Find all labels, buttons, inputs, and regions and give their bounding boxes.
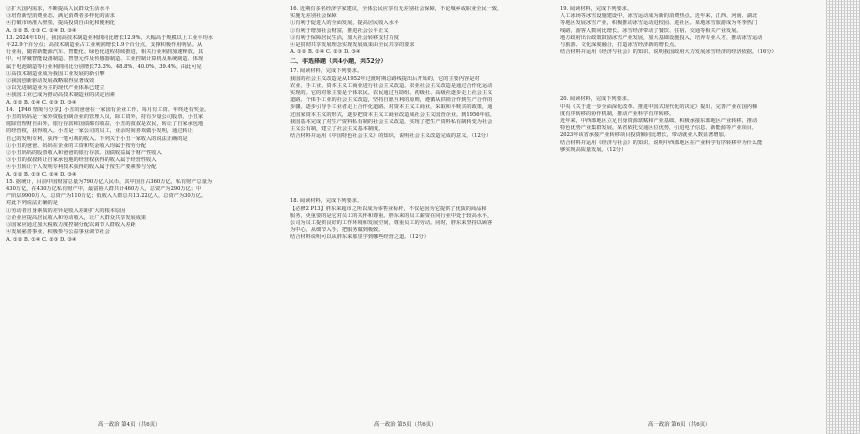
text-line: 线路，游客人数同比增长。冰雪经济带动了餐饮、住宿、交通等相关产业发展。 — [560, 27, 742, 34]
text-line: 行业看，随着新能源汽车、智能化、绿色化进程持续推进，相关行业利润加速释放。其 — [6, 49, 204, 56]
text-line: 小丑的妈妈是一家外资股份制企业的管理人员，除工资外，持有少量公司股票。小丑家 — [6, 114, 204, 121]
text-line: ①小丑的爸爸、妈妈在企业的工资和奖金收入均属于按劳分配 — [6, 142, 147, 149]
text-line: 人工冰场等冰雪设施建设中，冰雪运动成为新的消费热点。近年来，江西、河南、湖北 — [560, 13, 758, 20]
text-line: ①有利于促进人的全面发展，提高居民收入水平 — [290, 20, 399, 27]
text-line: 【必修2 P13】胖东来超市之所以成为零售业标杆，不仅是因为它提供了优质的商品和 — [290, 205, 487, 212]
text-line: ②我国创新驱动发展战略取得显著成效 — [6, 78, 95, 85]
text-line: ①高技术制造业成为我国工业发展的新引擎 — [6, 70, 105, 77]
text-line: A. ①② B. ①③ C. ②④ D. ③④ — [6, 171, 77, 178]
text-line: 结合材料并运用《经济与社会》的知识，说明中西部地区在产业科学有序转移中为什么能 — [560, 139, 763, 146]
text-line: 二、非选择题（共4小题，共52分） — [290, 58, 387, 66]
text-line: 庭除管理财自由外，银行存款和国债都有收益，小丑的叔叔是农民，转让了自家承包地 — [6, 121, 204, 128]
text-line: 服务，更重要的是它对员工的关怀和尊重。胖东来的员工薪资在同行业中处于较高水平， — [290, 212, 493, 219]
text-line: ③培育新型消费业态，满足消费者多样化的需求 — [6, 13, 115, 20]
text-line: ②有利于增加社会财富，推进社会公平正义 — [290, 27, 389, 34]
text-line: 我国的社会主义改造是从1952年过渡时期总路线提出后开始的，它的主要内容是对 — [290, 75, 480, 82]
text-line: 结合材料说明可以从胖东来那里学到哪些经营之道。（12分） — [290, 234, 429, 241]
text-line: ③以先进制造业为主的现代产业体系已建立 — [6, 85, 105, 92]
text-line: 对此下列说法正确的是 — [6, 200, 58, 207]
text-line: 自己的发明专利，获得一笔可观的收入。下列关于小丑一家收入的说法正确的是 — [6, 135, 188, 142]
text-line: A. ①② B. ①④ C. ②③ D. ③④ — [6, 236, 77, 243]
text-line: A. ①② B. ①④ C. ②③ D. ③④ — [290, 49, 361, 56]
text-line: 够实现高质量发展。（12分） — [560, 146, 627, 153]
text-line: 20. 阅读材料，完成下列要求。 — [560, 96, 633, 103]
footer-page-6: 高一政治 第6页（共6页） — [648, 422, 711, 428]
text-line: 与旅游、文化深度融合，打造冰雪经济新的增长点。 — [560, 42, 680, 49]
text-line: ④是贯彻共享发展理念实现发展成果由全民共享的要求 — [290, 42, 415, 49]
text-line: A. ①② B. ①③ C. ②④ D. ③④ — [6, 27, 77, 34]
text-line: 中央《关于进一步全面深化改革、推进中国式现代化的决定》提出，完善产业在国内梯 — [560, 103, 758, 110]
footer-page-5: 高一政治 第5页（共6页） — [374, 422, 437, 428]
text-line: ②企业应提高居民收入和劳动收入，让广大群众共享发展成果 — [6, 214, 147, 221]
text-line: 过国家资本主义的形式，逐步把资本主义工商业改造成社会主义国营企业。到1956年底， — [290, 111, 496, 118]
text-line: 14. 【P46 情境与分享】小丑的爸爸在一家国有企业工作，每月有工资、年终还有奖金。 — [6, 106, 210, 113]
text-line: 结合材料并运用《中国特色社会主义》的知识，说明社会主义改造完成的意义。（12分） — [290, 133, 492, 140]
page-4 — [6, 6, 268, 420]
text-line: ④小丑转让个人发明专利技术获得的收入属于按生产要素参与分配 — [6, 164, 157, 171]
text-line: 为中心，从细节入手，把服务做到极致。 — [290, 227, 384, 234]
text-line: 度有序转移的协作机制，推动产业科学有序转移。 — [560, 110, 675, 117]
text-line: 等地区发展冰雪产业，积极推动冰雪运动进校园、进社区。某地冰雪旅游成为冬季热门 — [560, 20, 758, 27]
text-line: 结合材料并运用《经济与社会》的知识，说明我国政府大力发展冰雪经济的经济依据。（16分） — [560, 49, 777, 56]
text-line: 2023年该省承接产业转移项目投资额同比增长，带动就业人数显著增加。 — [560, 132, 729, 139]
text-line: ③国家应通过加大税收力度控制分配以调节人群收入差距 — [6, 222, 136, 229]
text-line: 15. 据统计，目前中国财富总量为790万亿人民币，其中国自占360万亿，私有财产总量为 — [6, 178, 213, 185]
text-line: 实施无差别社会保障 — [290, 13, 337, 20]
text-line: 地方政府出台政策鼓励冰雪产业发展，加大基础设施投入，培养专业人才，推动冰雪运动 — [560, 34, 763, 41]
text-line: 的经营权，获得收入。小丑是一家公司的员工，业余时间喜欢做小发明，通过转让 — [6, 128, 193, 135]
text-line: A. ①② B. ①④ C. ②③ D. ③④ — [6, 99, 77, 106]
text-line: ②小丑妈妈的股票收入和爸爸的银行存款、国债收益属于财产性收入 — [6, 150, 162, 157]
text-line: 17. 阅读材料，完成下列要求。 — [290, 68, 363, 75]
text-line: ③小丑的叔叔转让自家承包地的经营权获得的收入属于经营性收入 — [6, 157, 157, 164]
text-line: 13. 2024年10月，我国高技术制造业利润同比增长12.9%，大幅高于规模以上工业平均水 — [6, 34, 213, 41]
binding-edge-pattern — [826, 0, 860, 434]
text-line: 农业、手工业、资本主义工商业进行社会主义改造。农业社会主义改造是通过合作化运动 — [290, 82, 493, 89]
text-line: ③有利于保障居民生活，加大社会转移支付力度 — [290, 34, 399, 41]
text-line: ④打破市场准入壁垒，提高投资自由化和便利化 — [6, 20, 115, 27]
text-line: 属于电池制造等行业利润同比分别增长73.3%、48.8%、40.0%、39.4%。由此可见 — [6, 63, 202, 70]
text-line: ④发展慈善事业，积极参与公益事业调节社会 — [6, 229, 110, 236]
text-line: 道路。个体手工业的社会主义改造，坚持自愿互利的原则，遵循从供销合作到生产合作的 — [290, 97, 493, 104]
text-line: 产阶层9900万人，总资产为110万亿；低收入人群总共13.22亿人，总资产为30万亿。 — [6, 193, 207, 200]
text-line: 近年来，中西部地区立足自身资源禀赋和产业基础，积极承接东部地区产业转移，推动 — [560, 118, 758, 125]
text-line: ④我国工业已成为推动高技术制造业的决定因素 — [6, 92, 115, 99]
text-line: 公司为员工提供良好的工作环境和发展空间，尊重员工的劳动。同时，胖东来坚持以顾客 — [290, 220, 493, 227]
text-line: ②扩大国内需求，不断提高人民群众生活水平 — [6, 6, 110, 12]
text-line: 平22.9个百分点；高技术制造业占工业利润增长1.9个百分点，支撑积极作用明显。从 — [6, 42, 203, 49]
text-line: 主义公有制，建立了社会主义基本制度。 — [290, 126, 384, 133]
text-line: 430万亿，在430万亿私有财产中，最富裕人群共计460万人，总资产为290万亿；中 — [6, 186, 202, 193]
text-line: ①劳动者自身素质的差异是收入差距扩大的根本原因 — [6, 207, 126, 214]
page-6 — [560, 6, 822, 420]
page-5 — [290, 6, 552, 420]
text-line: 实现的。它的对象主要是个体农民。农民通过互助组、初级社、高级社逐步走上社会主义 — [290, 90, 493, 97]
text-line: 步骤，逐步引导手工业者走上合作化道路。对资本主义工商业，采取和平赎买的政策，通 — [290, 104, 493, 111]
text-line: 16. 近期有多名经济学家建议，全体公民应享有无差别社会保障，不论城乡或职业全民一致， — [290, 6, 503, 12]
text-line: 中，可穿戴智能设备制造、智慧元件及传感器制造、工业控制计算机及系统制造、体现 — [6, 56, 204, 63]
text-line: 18. 阅读材料，完成下列要求。 — [290, 198, 363, 205]
text-line: 我国基本完成了对生产资料私有制的社会主义改造，实现了把生产资料私有制转变为社会 — [290, 118, 493, 125]
text-line: 19. 阅读材料，完成下列要求。 — [560, 6, 633, 12]
text-line: 特色优势产业集群发展。某省依托交通区位优势，引进电子信息、新能源等产业项目， — [560, 125, 758, 132]
footer-page-4: 高一政治 第4页（共6页） — [98, 422, 161, 428]
